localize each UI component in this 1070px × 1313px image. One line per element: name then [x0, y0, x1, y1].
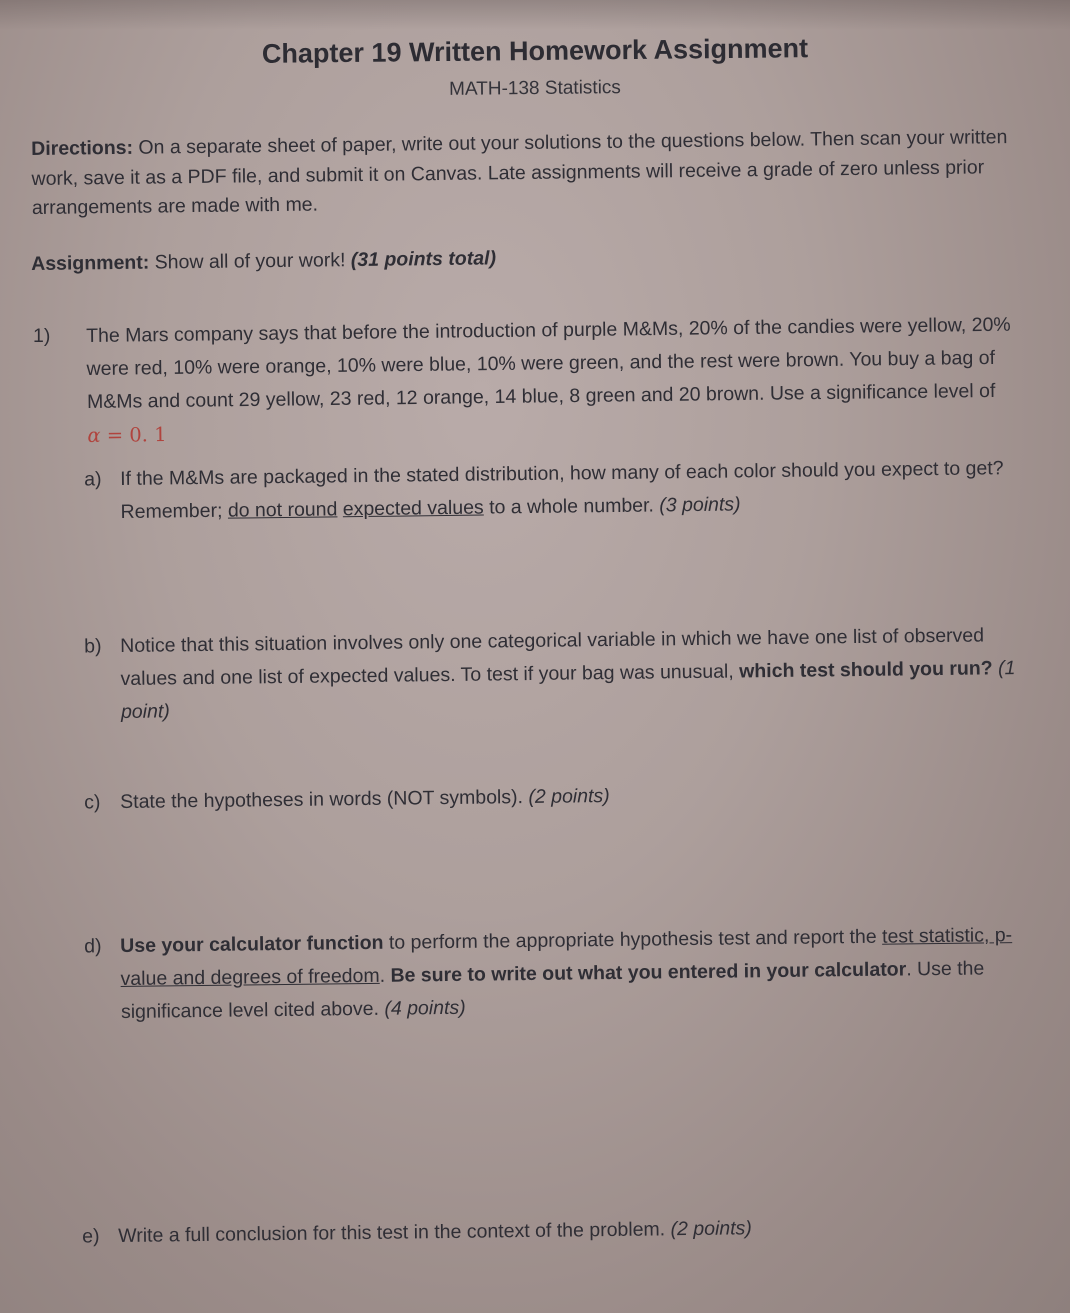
part-d-bold-2: Be sure to write out what you entered in your calculator	[390, 958, 907, 987]
part-d-points: (4 points)	[384, 996, 466, 1020]
page-title: Chapter 19 Written Homework Assignment	[261, 33, 809, 69]
part-a-underline-1: do not round	[227, 498, 338, 522]
part-a-underline-2: expected values	[342, 496, 484, 521]
part-e	[82, 1209, 1018, 1253]
part-d-text: to perform the appropriate hypothesis test and report the	[383, 925, 883, 954]
part-e-letter: e)	[82, 1225, 100, 1248]
question-number: 1)	[33, 325, 51, 347]
part-e-points: (2 points)	[670, 1217, 753, 1241]
question-1-text	[86, 309, 1013, 453]
part-b-text: Notice that this situation involves only one categorical variable in which we have one list of observed values and one list of expected values. To test if your bag was unusual,	[120, 624, 985, 690]
assignment-line	[31, 238, 1031, 280]
part-d-text-3: . Use the significance level cited above.	[120, 957, 985, 1023]
part-d-letter: d)	[84, 935, 102, 958]
question-1-body: The Mars company says that before the introduction of purple M&Ms, 20% of the candies were yellow, 20% were red, 10% were orange, 10% were blue, 10% were green, and the rest were brown. You buy a bag of M&Ms and count 29 yellow, 23 red, 12 orange, 14 blue, 8 green and 20 brown. Use a significance level of	[86, 313, 1011, 413]
part-c-text: State the hypotheses in words (NOT symbols).	[120, 786, 529, 813]
part-b-points: (1 point)	[120, 657, 1016, 723]
top-shadow	[0, 0, 1070, 30]
part-a-points: (3 points)	[659, 493, 741, 517]
part-d	[84, 919, 1021, 1029]
part-b-letter: b)	[84, 635, 102, 658]
part-d-bold-1: Use your calculator function	[120, 931, 384, 957]
assignment-label: Assignment:	[31, 251, 150, 275]
part-b-bold: which test should you run?	[739, 657, 993, 683]
course-name: MATH-138 Statistics	[449, 77, 621, 100]
part-b	[84, 619, 1021, 729]
part-d-underline: test statistic, p-value and degrees of freedom	[120, 924, 1013, 990]
alpha-value: = 0. 1	[100, 423, 167, 447]
part-d-text-2: .	[379, 964, 391, 987]
part-a-text-2: to a whole number.	[483, 494, 660, 519]
part-c-points: (2 points)	[528, 785, 610, 809]
assignment-points: (31 points total)	[350, 247, 497, 272]
part-a-letter: a)	[84, 468, 102, 491]
assignment-text: Show all of your work!	[149, 249, 351, 274]
alpha-symbol: α	[87, 423, 101, 447]
part-a-text: If the M&Ms are packaged in the stated distribution, how many of each color should you expect to get? Remember;	[120, 457, 1004, 523]
part-a	[84, 452, 1041, 529]
part-c	[84, 775, 1020, 819]
directions-label: Directions:	[31, 136, 134, 160]
part-c-letter: c)	[84, 791, 101, 814]
part-e-text: Write a full conclusion for this test in the context of the problem.	[118, 1218, 671, 1247]
directions-paragraph	[31, 123, 1032, 224]
directions-text: On a separate sheet of paper, write out your solutions to the questions below. Then scan your written work, save it as a PDF file, and submit it on Canvas. Late assignments will receive a grade of zero unless prior arrangements are made with me.	[31, 126, 1008, 219]
